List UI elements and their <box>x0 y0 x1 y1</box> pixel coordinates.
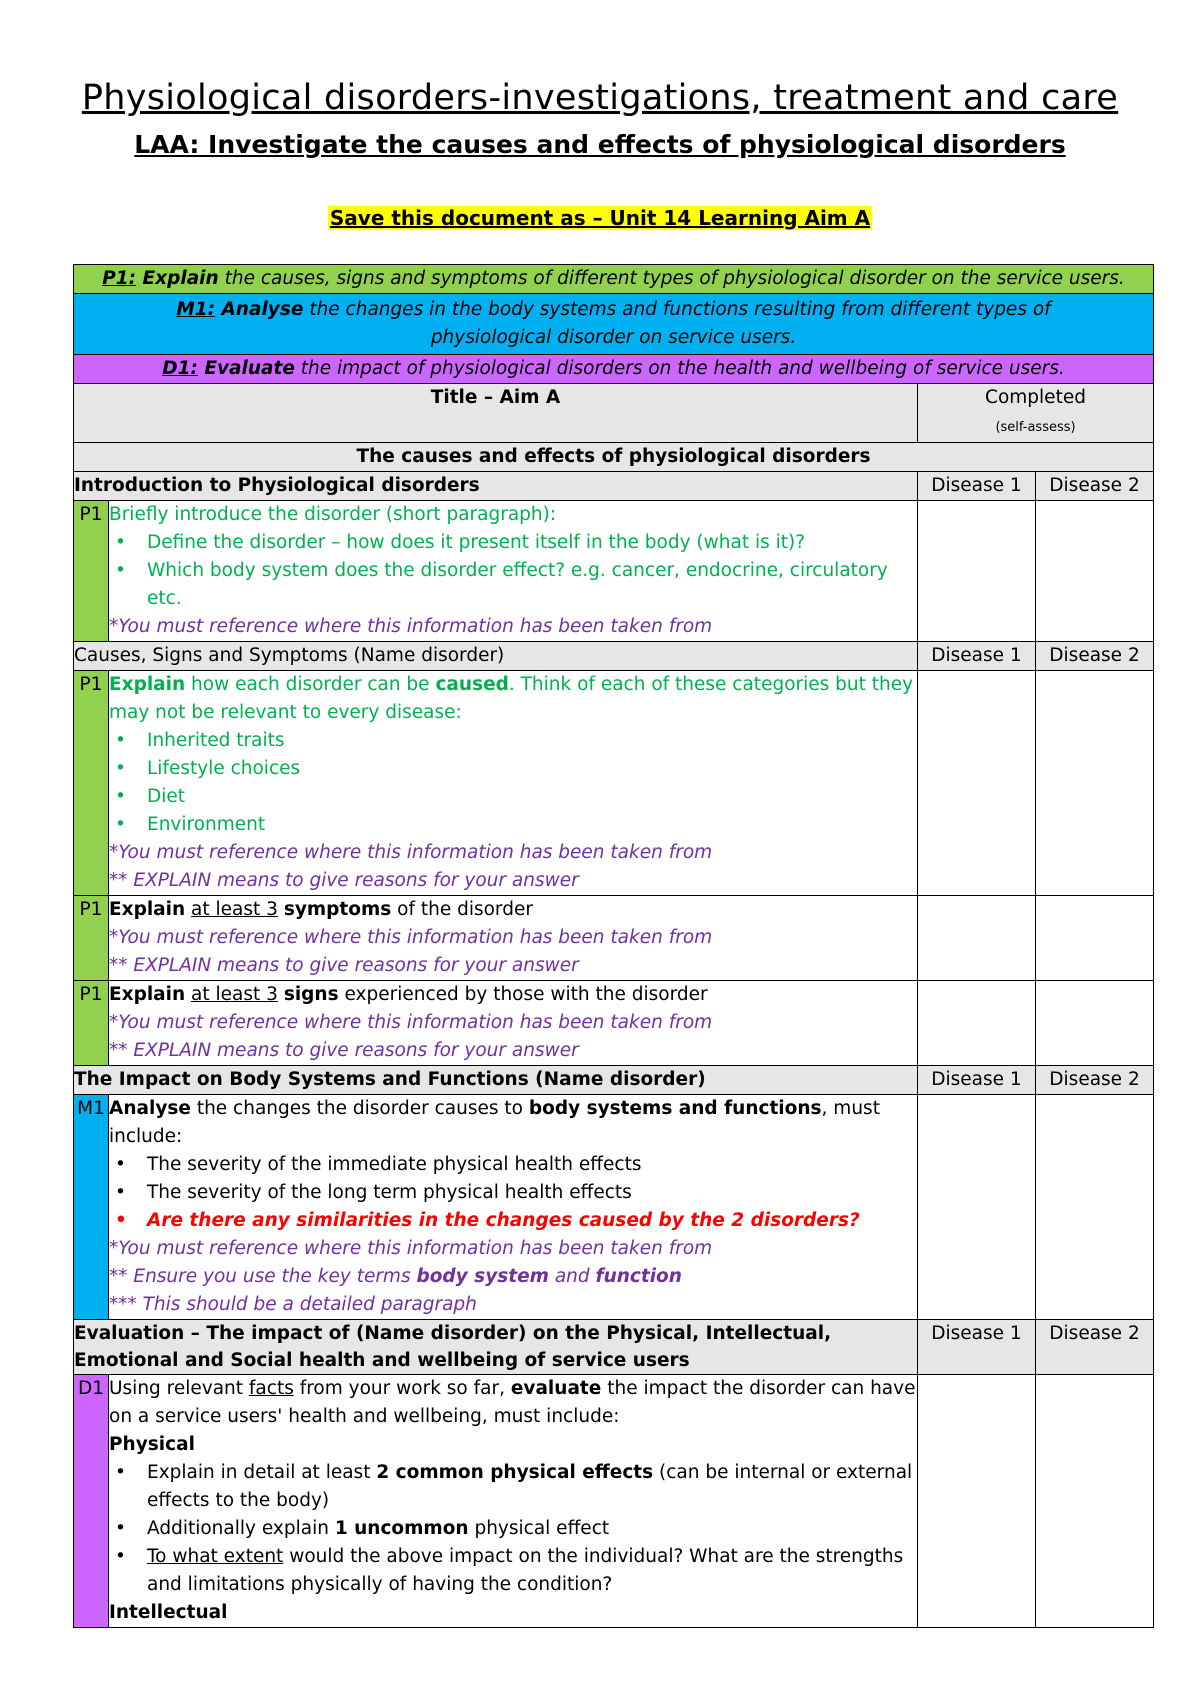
key-terms-c: and <box>548 1266 596 1287</box>
m1-text: the changes in the body systems and functions resulting from different types of physiological disorder on service users. <box>309 299 1051 348</box>
criteria-d1 <box>74 355 1154 384</box>
reference-note: *You must reference where this information has been taken from <box>109 616 713 637</box>
criteria-m1-row <box>74 294 1154 355</box>
m1-code: M1: <box>176 299 216 320</box>
explain-note: ** EXPLAIN means to give reasons for your answer <box>109 955 579 976</box>
b3-a: To what extent <box>147 1546 284 1567</box>
signs-keyword: signs <box>283 984 339 1005</box>
evaluation-facts: facts <box>248 1378 294 1399</box>
p1-verb: Explain <box>142 268 219 289</box>
list-item: • Lifestyle choices <box>109 755 917 783</box>
signs-rest: experienced by those with the disorder <box>338 984 708 1005</box>
impact-bullets <box>109 1151 917 1235</box>
intro-row <box>74 501 1154 642</box>
symptoms-count: at least 3 <box>191 899 278 920</box>
symptoms-rest: of the disorder <box>391 899 533 920</box>
self-assess-label: (self-assess) <box>995 420 1076 435</box>
causes-heading: Causes, Signs and Symptoms (Name disorder) <box>74 642 918 671</box>
impact-keyword: body systems and functions <box>528 1098 822 1119</box>
list-item: • Diet <box>109 783 917 811</box>
intro-bullets <box>109 529 917 613</box>
key-terms-note <box>109 1263 917 1291</box>
list-item: • The severity of the long term physical health effects <box>109 1179 917 1207</box>
page-title: Physiological disorders-investigations, treatment and care <box>81 78 1119 118</box>
symptoms-keyword: symptoms <box>283 899 392 920</box>
causes-bullets <box>109 727 917 839</box>
intro-lead: Briefly introduce the disorder (short paragraph): <box>109 504 557 525</box>
disease-2-cell[interactable] <box>1036 1375 1154 1628</box>
causes-verb: Explain <box>109 674 186 695</box>
list-item: • Which body system does the disorder effect? e.g. cancer, endocrine, circulatory etc. <box>109 557 917 613</box>
disease-2-cell[interactable] <box>1036 896 1154 981</box>
reference-note: *You must reference where this information has been taken from <box>109 1012 713 1033</box>
detailed-note: *** This should be a detailed paragraph <box>109 1294 477 1315</box>
list-item: • Define the disorder – how does it present itself in the body (what is it)? <box>109 529 917 557</box>
disease-1-cell[interactable] <box>918 981 1036 1066</box>
reference-note: *You must reference where this information has been taken from <box>109 927 713 948</box>
list-item: • The severity of the immediate physical health effects <box>109 1151 917 1179</box>
impact-lead-a: the changes the disorder causes to <box>190 1098 529 1119</box>
completed-header <box>918 384 1154 443</box>
disease-1-header: Disease 1 <box>918 1320 1036 1375</box>
physical-label <box>109 1431 917 1459</box>
evaluation-heading-row <box>74 1320 1154 1375</box>
physical-bullets <box>109 1459 917 1599</box>
evaluation-lead-c: the impact the disorder can have on a service users' health and wellbeing, must include: <box>109 1378 916 1427</box>
key-term-body-system: body system <box>416 1266 549 1287</box>
disease-1-cell[interactable] <box>918 1375 1036 1628</box>
explain-note: ** EXPLAIN means to give reasons for your answer <box>109 870 579 891</box>
list-item <box>109 1459 917 1515</box>
b1-a: Explain in detail at least <box>147 1462 377 1483</box>
impact-verb: Analyse <box>109 1098 191 1119</box>
signs-lead <box>109 981 917 1009</box>
criterion-code: D1 <box>74 1375 109 1628</box>
key-terms-a: ** Ensure you use the key terms <box>109 1266 417 1287</box>
title-row <box>74 384 1154 443</box>
evaluation-row <box>74 1375 1154 1628</box>
signs-verb: Explain <box>109 984 186 1005</box>
save-instruction <box>0 206 1200 230</box>
criteria-d1-row <box>74 355 1154 384</box>
evaluation-lead-b: from your work so far, <box>293 1378 511 1399</box>
symptoms-row <box>74 896 1154 981</box>
signs-count: at least 3 <box>191 984 278 1005</box>
disease-1-cell[interactable] <box>918 896 1036 981</box>
symptoms-lead <box>109 896 917 924</box>
causes-lead-c: . Think of each of these categories but they may not be relevant to every disease: <box>109 674 914 723</box>
p1-code: P1: <box>102 268 137 289</box>
evaluation-lead-a: Using relevant <box>109 1378 249 1399</box>
table-title: Title – Aim A <box>74 384 918 443</box>
intro-heading-row <box>74 472 1154 501</box>
causes-heading-row <box>74 642 1154 671</box>
disease-2-header: Disease 2 <box>1036 642 1154 671</box>
criterion-code: P1 <box>74 671 109 896</box>
causes-lead <box>109 671 917 727</box>
b1-c: (can be internal or external effects to the body) <box>147 1462 913 1511</box>
disease-2-cell[interactable] <box>1036 1095 1154 1320</box>
disease-1-header: Disease 1 <box>918 642 1036 671</box>
reference-note: *You must reference where this information has been taken from <box>109 1238 713 1259</box>
symptoms-content <box>109 896 918 981</box>
causes-lead-a: how each disorder can be <box>185 674 436 695</box>
list-item: • Environment <box>109 811 917 839</box>
impact-row <box>74 1095 1154 1320</box>
disease-2-cell[interactable] <box>1036 981 1154 1066</box>
intro-content <box>109 501 918 642</box>
evaluation-lead <box>109 1375 917 1431</box>
d1-text: the impact of physiological disorders on the health and wellbeing of service users. <box>300 358 1065 379</box>
causes-keyword: caused <box>435 674 509 695</box>
intro-heading: Introduction to Physiological disorders <box>74 472 918 501</box>
causes-content <box>109 671 918 896</box>
disease-2-cell[interactable] <box>1036 501 1154 642</box>
table-subtitle: The causes and effects of physiological disorders <box>74 443 1154 472</box>
b2-b: 1 uncommon <box>334 1518 469 1539</box>
impact-content <box>109 1095 918 1320</box>
m1-verb: Analyse <box>221 299 304 320</box>
disease-1-header: Disease 1 <box>918 1066 1036 1095</box>
criterion-code: P1 <box>74 981 109 1066</box>
disease-2-header: Disease 2 <box>1036 1066 1154 1095</box>
signs-row <box>74 981 1154 1066</box>
list-item <box>109 1515 917 1543</box>
learning-aim-subtitle: LAA: Investigate the causes and effects of physiological disorders <box>134 130 1066 159</box>
reference-note: *You must reference where this information has been taken from <box>109 842 713 863</box>
impact-lead-c: , must include: <box>109 1098 880 1147</box>
similarities-bullet: • Are there any similarities in the changes caused by the 2 disorders? <box>109 1207 917 1235</box>
criteria-m1 <box>74 294 1154 355</box>
disease-1-cell[interactable] <box>918 1095 1036 1320</box>
causes-row <box>74 671 1154 896</box>
d1-code: D1: <box>162 358 198 379</box>
assignment-table <box>73 264 1154 1628</box>
key-term-function: function <box>595 1266 682 1287</box>
save-instruction-text: Save this document as – Unit 14 Learning Aim A <box>329 206 871 230</box>
physical-label-text: Physical <box>109 1434 195 1455</box>
evaluation-heading: Evaluation – The impact of (Name disorder) on the Physical, Intellectual, Emotional and Social health and wellbeing of service users <box>74 1320 918 1375</box>
impact-heading: The Impact on Body Systems and Functions (Name disorder) <box>74 1066 918 1095</box>
disease-1-header: Disease 1 <box>918 472 1036 501</box>
criterion-code: P1 <box>74 896 109 981</box>
subtitle-row <box>74 443 1154 472</box>
completed-label: Completed <box>985 387 1086 408</box>
criterion-code: P1 <box>74 501 109 642</box>
criteria-p1 <box>74 265 1154 294</box>
criterion-code: M1 <box>74 1095 109 1320</box>
impact-lead <box>109 1095 917 1151</box>
evaluation-content <box>109 1375 918 1628</box>
symptoms-verb: Explain <box>109 899 186 920</box>
b1-b: 2 common physical effects <box>376 1462 654 1483</box>
signs-content <box>109 981 918 1066</box>
list-item <box>109 1543 917 1599</box>
explain-note: ** EXPLAIN means to give reasons for your answer <box>109 1040 579 1061</box>
b3-b: would the above impact on the individual? What are the strengths and limitations physically of having the condition? <box>147 1546 904 1595</box>
intellectual-label <box>109 1599 917 1627</box>
d1-verb: Evaluate <box>204 358 295 379</box>
disease-2-header: Disease 2 <box>1036 1320 1154 1375</box>
b2-a: Additionally explain <box>147 1518 335 1539</box>
disease-2-cell[interactable] <box>1036 671 1154 896</box>
disease-1-cell[interactable] <box>918 671 1036 896</box>
impact-heading-row <box>74 1066 1154 1095</box>
criteria-p1-row <box>74 265 1154 294</box>
evaluation-verb: evaluate <box>510 1378 602 1399</box>
p1-text: the causes, signs and symptoms of different types of physiological disorder on the service users. <box>224 268 1125 289</box>
list-item: • Inherited traits <box>109 727 917 755</box>
intellectual-label-text: Intellectual <box>109 1602 228 1623</box>
disease-1-cell[interactable] <box>918 501 1036 642</box>
disease-2-header: Disease 2 <box>1036 472 1154 501</box>
b2-c: physical effect <box>468 1518 610 1539</box>
